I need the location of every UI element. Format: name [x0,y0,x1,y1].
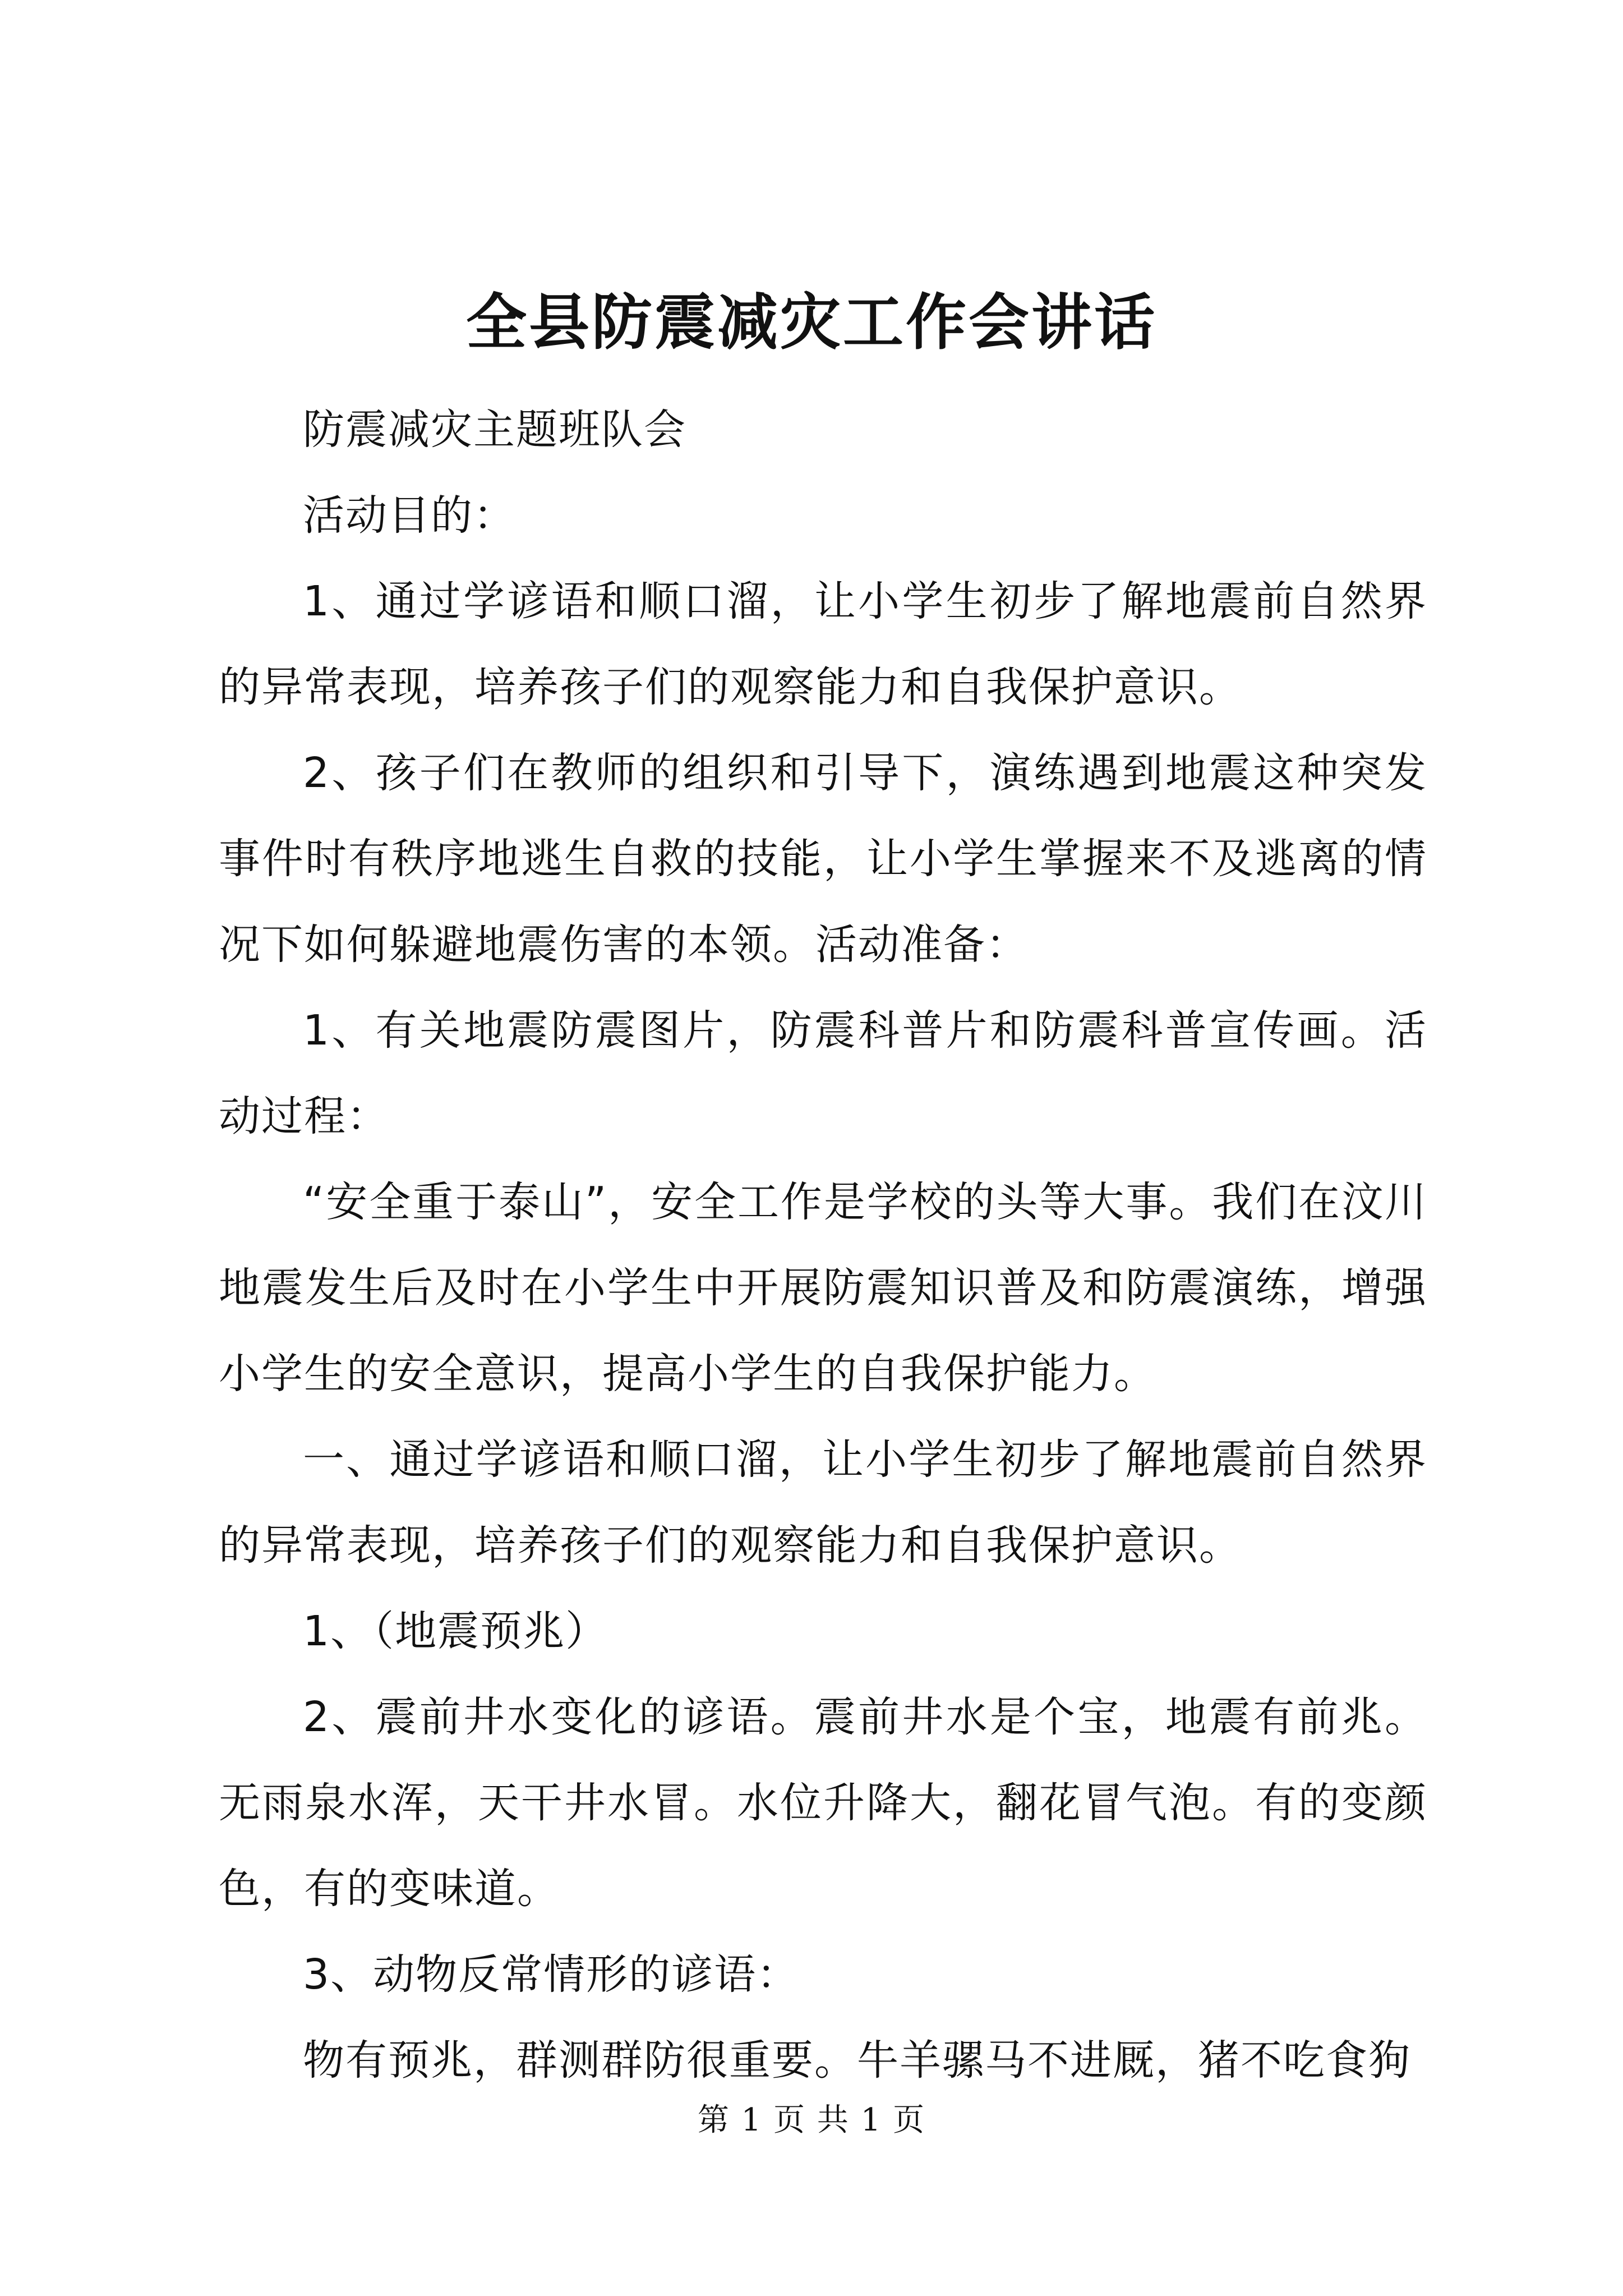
paragraph-animal-proverbs-heading: 3、动物反常情形的谚语： [303,1950,800,1999]
paragraph-goal-1: 1、通过学谚语和顺口溜，让小学生初步了解地震前自然界的异常表现，培养孩子们的观察能力和自我保护意识。 [219,577,1427,711]
page-footer: 第 1 页 共 1 页 [697,2102,926,2138]
paragraph-activity-goal-heading: 活动目的： [303,491,516,540]
document-body [219,387,1427,2104]
paragraph-preparation-1: 1、有关地震防震图片，防震科普片和防震科普宣传画。活动过程： [219,1006,1427,1140]
paragraph-animal-proverbs: 物有预兆，群测群防很重要。牛羊骡马不进厩，猪不吃食狗 [303,2036,1411,2085]
paragraph-safety-intro: “安全重于泰山”，安全工作是学校的头等大事。我们在汶川地震发生后及时在小学生中开展防震知识普及和防震演练，增强小学生的安全意识，提高小学生的自我保护能力。 [219,1178,1427,1398]
paragraph-subtitle: 防震减灾主题班队会 [303,406,686,454]
paragraph-earthquake-signs: 1、（地震预兆） [303,1607,608,1655]
paragraph-well-water-proverbs: 2、震前井水变化的谚语。震前井水是个宝，地震有前兆。无雨泉水浑，天干井水冒。水位升降大，翻花冒气泡。有的变颜色，有的变味道。 [219,1693,1427,1913]
document-title: 全县防震减灾工作会讲话 [465,287,1157,358]
paragraph-goal-2: 2、孩子们在教师的组织和引导下，演练遇到地震这种突发事件时有秩序地逃生自救的技能，让小学生掌握来不及逃离的情况下如何躲避地震伤害的本领。活动准备： [219,749,1427,969]
paragraph-section-one: 一、通过学谚语和顺口溜，让小学生初步了解地震前自然界的异常表现，培养孩子们的观察能力和自我保护意识。 [219,1435,1427,1570]
